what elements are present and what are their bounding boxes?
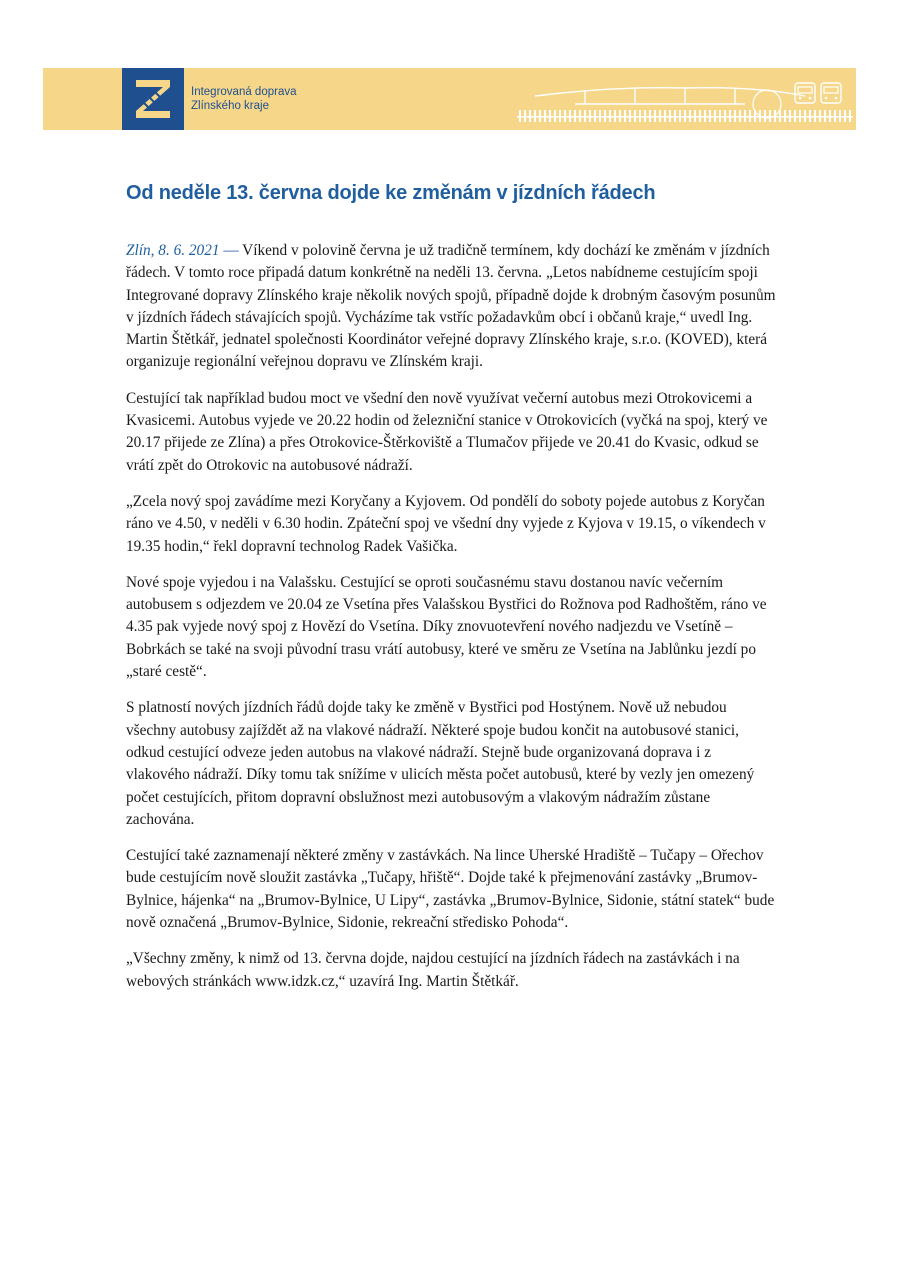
logo-z-icon	[122, 68, 184, 130]
train-icon	[821, 83, 841, 103]
logo-line-1: Integrovaná doprava	[191, 86, 297, 98]
paragraph-2: Cestující tak například budou moct ve všední den nově využívat večerní autobus mezi Otrokovicemi a Kvasicemi. Autobus vyjede ve 20.22 hodin od železniční stanice v Otrokovicích (vyčká na spoj, který ve 20.17 přijede ze Zlína) a přes Otrokovice-Štěrkoviště a Tlumačov přijede ve 20.41 do Kvasic, odkud se vrátí zpět do Otrokovic na autobusové nádraží.	[126, 389, 768, 474]
paragraph-6: Cestující také zaznamenají některé změny v zastávkách. Na lince Uherské Hradiště – Tučapy – Ořechov bude cestujícím nově sloužit zastávka „Tučapy, hřiště“. Dojde také k přejmenování zastávky „Brumov-Bylnice, hájenka“ na „Brumov-Bylnice, U Lipy“, zastávka „Brumov-Bylnice, Sidonie, státní statek“ bude nově označená „Brumov-Bylnice, Sidonie, rekreační středisko Pohoda“.	[126, 847, 775, 932]
logo-line-2: Zlínského kraje	[191, 100, 269, 112]
header-band	[43, 68, 856, 130]
paragraph-7: „Všechny změny, k nimž od 13. června dojde, najdou cestující na jízdních řádech na zastávkách i na webových stránkách www.idzk.cz,“ uzavírá Ing. Martin Štětkář.	[126, 950, 740, 990]
idzk-logo	[122, 68, 184, 130]
bus-icon	[795, 83, 815, 103]
dateline: Zlín, 8. 6. 2021	[126, 242, 220, 259]
article-body	[126, 240, 776, 1007]
logo-text	[191, 85, 297, 113]
article-title: Od neděle 13. června dojde ke změnám v jízdních řádech	[126, 182, 656, 204]
paragraph-1	[126, 240, 776, 374]
dateline-dash: —	[223, 242, 239, 259]
paragraph-1-text: Víkend v polovině června je už tradičně termínem, kdy dochází ke změnám v jízdních řádech. V tomto roce připadá datum konkrétně na neděli 13. června. „Letos nabídneme cestujícím spoji Integrované dopravy Zlínského kraje několik nových spojů, případně dojde k drobným časovým posunům v jízdních řádech stávajících spojů. Vycházíme tak vstříc požadavkům obcí i občanů kraje,“ uvedl Ing. Martin Štětkář, jednatel společnosti Koordinátor veřejné dopravy Zlínského kraje, s.r.o. (KOVED), která organizuje regionální veřejnou dopravu ve Zlínském kraji.	[126, 242, 776, 371]
rail-track-graphic	[515, 74, 855, 126]
paragraph-3: „Zcela nový spoj zavádíme mezi Koryčany a Kyjovem. Od pondělí do soboty pojede autobus z Koryčan ráno ve 4.50, v neděli v 6.30 hodin. Zpáteční spoj ve všední dny vyjede z Kyjova v 19.15, o víkendech v 19.35 hodin,“ řekl dopravní technolog Radek Vašička.	[126, 492, 766, 555]
paragraph-4: Nové spoje vyjedou i na Valašsku. Cestující se oproti současnému stavu dostanou navíc večerním autobusem s odjezdem ve 20.04 ze Vsetína přes Valašskou Bystřici do Rožnova pod Radhoštěm, ráno ve 4.35 pak vyjede nový spoj z Hovězí do Vsetína. Díky znovuotevření nového nadjezdu ve Vsetíně – Bobrkách se také na svoji původní trasu vrátí autobusy, které ve směru ze Vsetína na Jablůnku jezdí po „staré cestě“.	[126, 573, 767, 681]
paragraph-5: S platností nových jízdních řádů dojde taky ke změně v Bystřici pod Hostýnem. Nově už nebudou všechny autobusy zajíždět až na vlakové nádraží. Některé spoje budou končit na autobusové stanici, odkud cestující odveze jeden autobus na vlakové nádraží. Stejně bude organizovaná doprava i z vlakového nádraží. Díky tomu tak snížíme v ulicích města počet autobusů, které by vezly jen omezený počet cestujících, přitom dopravní obslužnost mezi autobusovým a vlakovým nádražím zůstane zachována.	[126, 699, 755, 828]
